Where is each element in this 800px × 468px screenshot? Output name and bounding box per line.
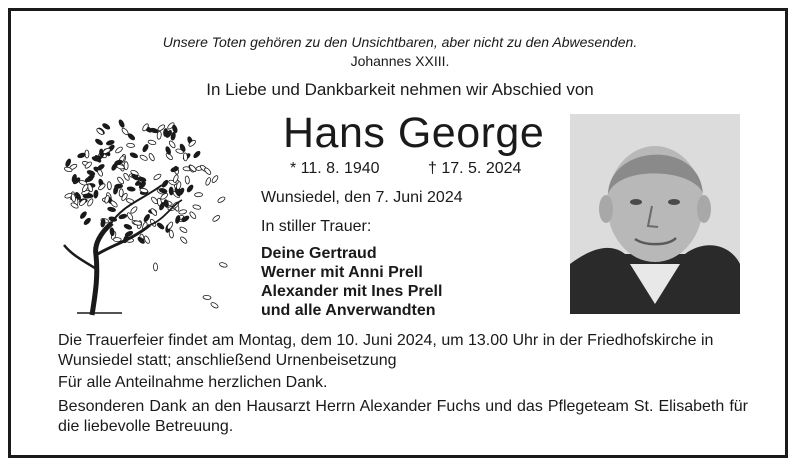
- special-thanks-text: Besonderen Dank an den Hausarzt Herrn Alexander Fuchs und das Pflegeteam St. Elisabeth für die liebevolle Betreuung.: [58, 398, 748, 435]
- quote-author: Johannes XXIII.: [350, 53, 450, 69]
- mourner-item: und alle Anverwandten: [261, 302, 436, 319]
- tree-leaves: [64, 119, 228, 309]
- mourner-item: Deine Gertraud: [261, 245, 377, 262]
- thanks-text: Für alle Anteilnahme herzlichen Dank.: [58, 374, 328, 391]
- deceased-name: Hans George: [283, 109, 545, 157]
- windblown-tree-icon: [52, 105, 232, 320]
- place-date: Wunsiedel, den 7. Juni 2024: [261, 189, 463, 206]
- mourners-list: [261, 244, 442, 320]
- portrait-photo: [570, 114, 740, 314]
- death-date: † 17. 5. 2024: [428, 160, 522, 177]
- funeral-text: Die Trauerfeier findet am Montag, dem 10. Juni 2024, um 13.00 Uhr in der Friedhofskirche in Wunsiedel statt; anschließend Urnenbeisetzung: [58, 332, 714, 369]
- intro-text: In Liebe und Dankbarkeit nehmen wir Abschied von: [206, 80, 594, 99]
- mourner-item: Werner mit Anni Prell: [261, 264, 423, 281]
- mourner-item: Alexander mit Ines Prell: [261, 283, 443, 300]
- mourning-label: In stiller Trauer:: [261, 218, 372, 235]
- quote-text: Unsere Toten gehören zu den Unsichtbaren, aber nicht zu den Abwesenden.: [162, 34, 638, 50]
- birth-date: * 11. 8. 1940: [290, 160, 380, 177]
